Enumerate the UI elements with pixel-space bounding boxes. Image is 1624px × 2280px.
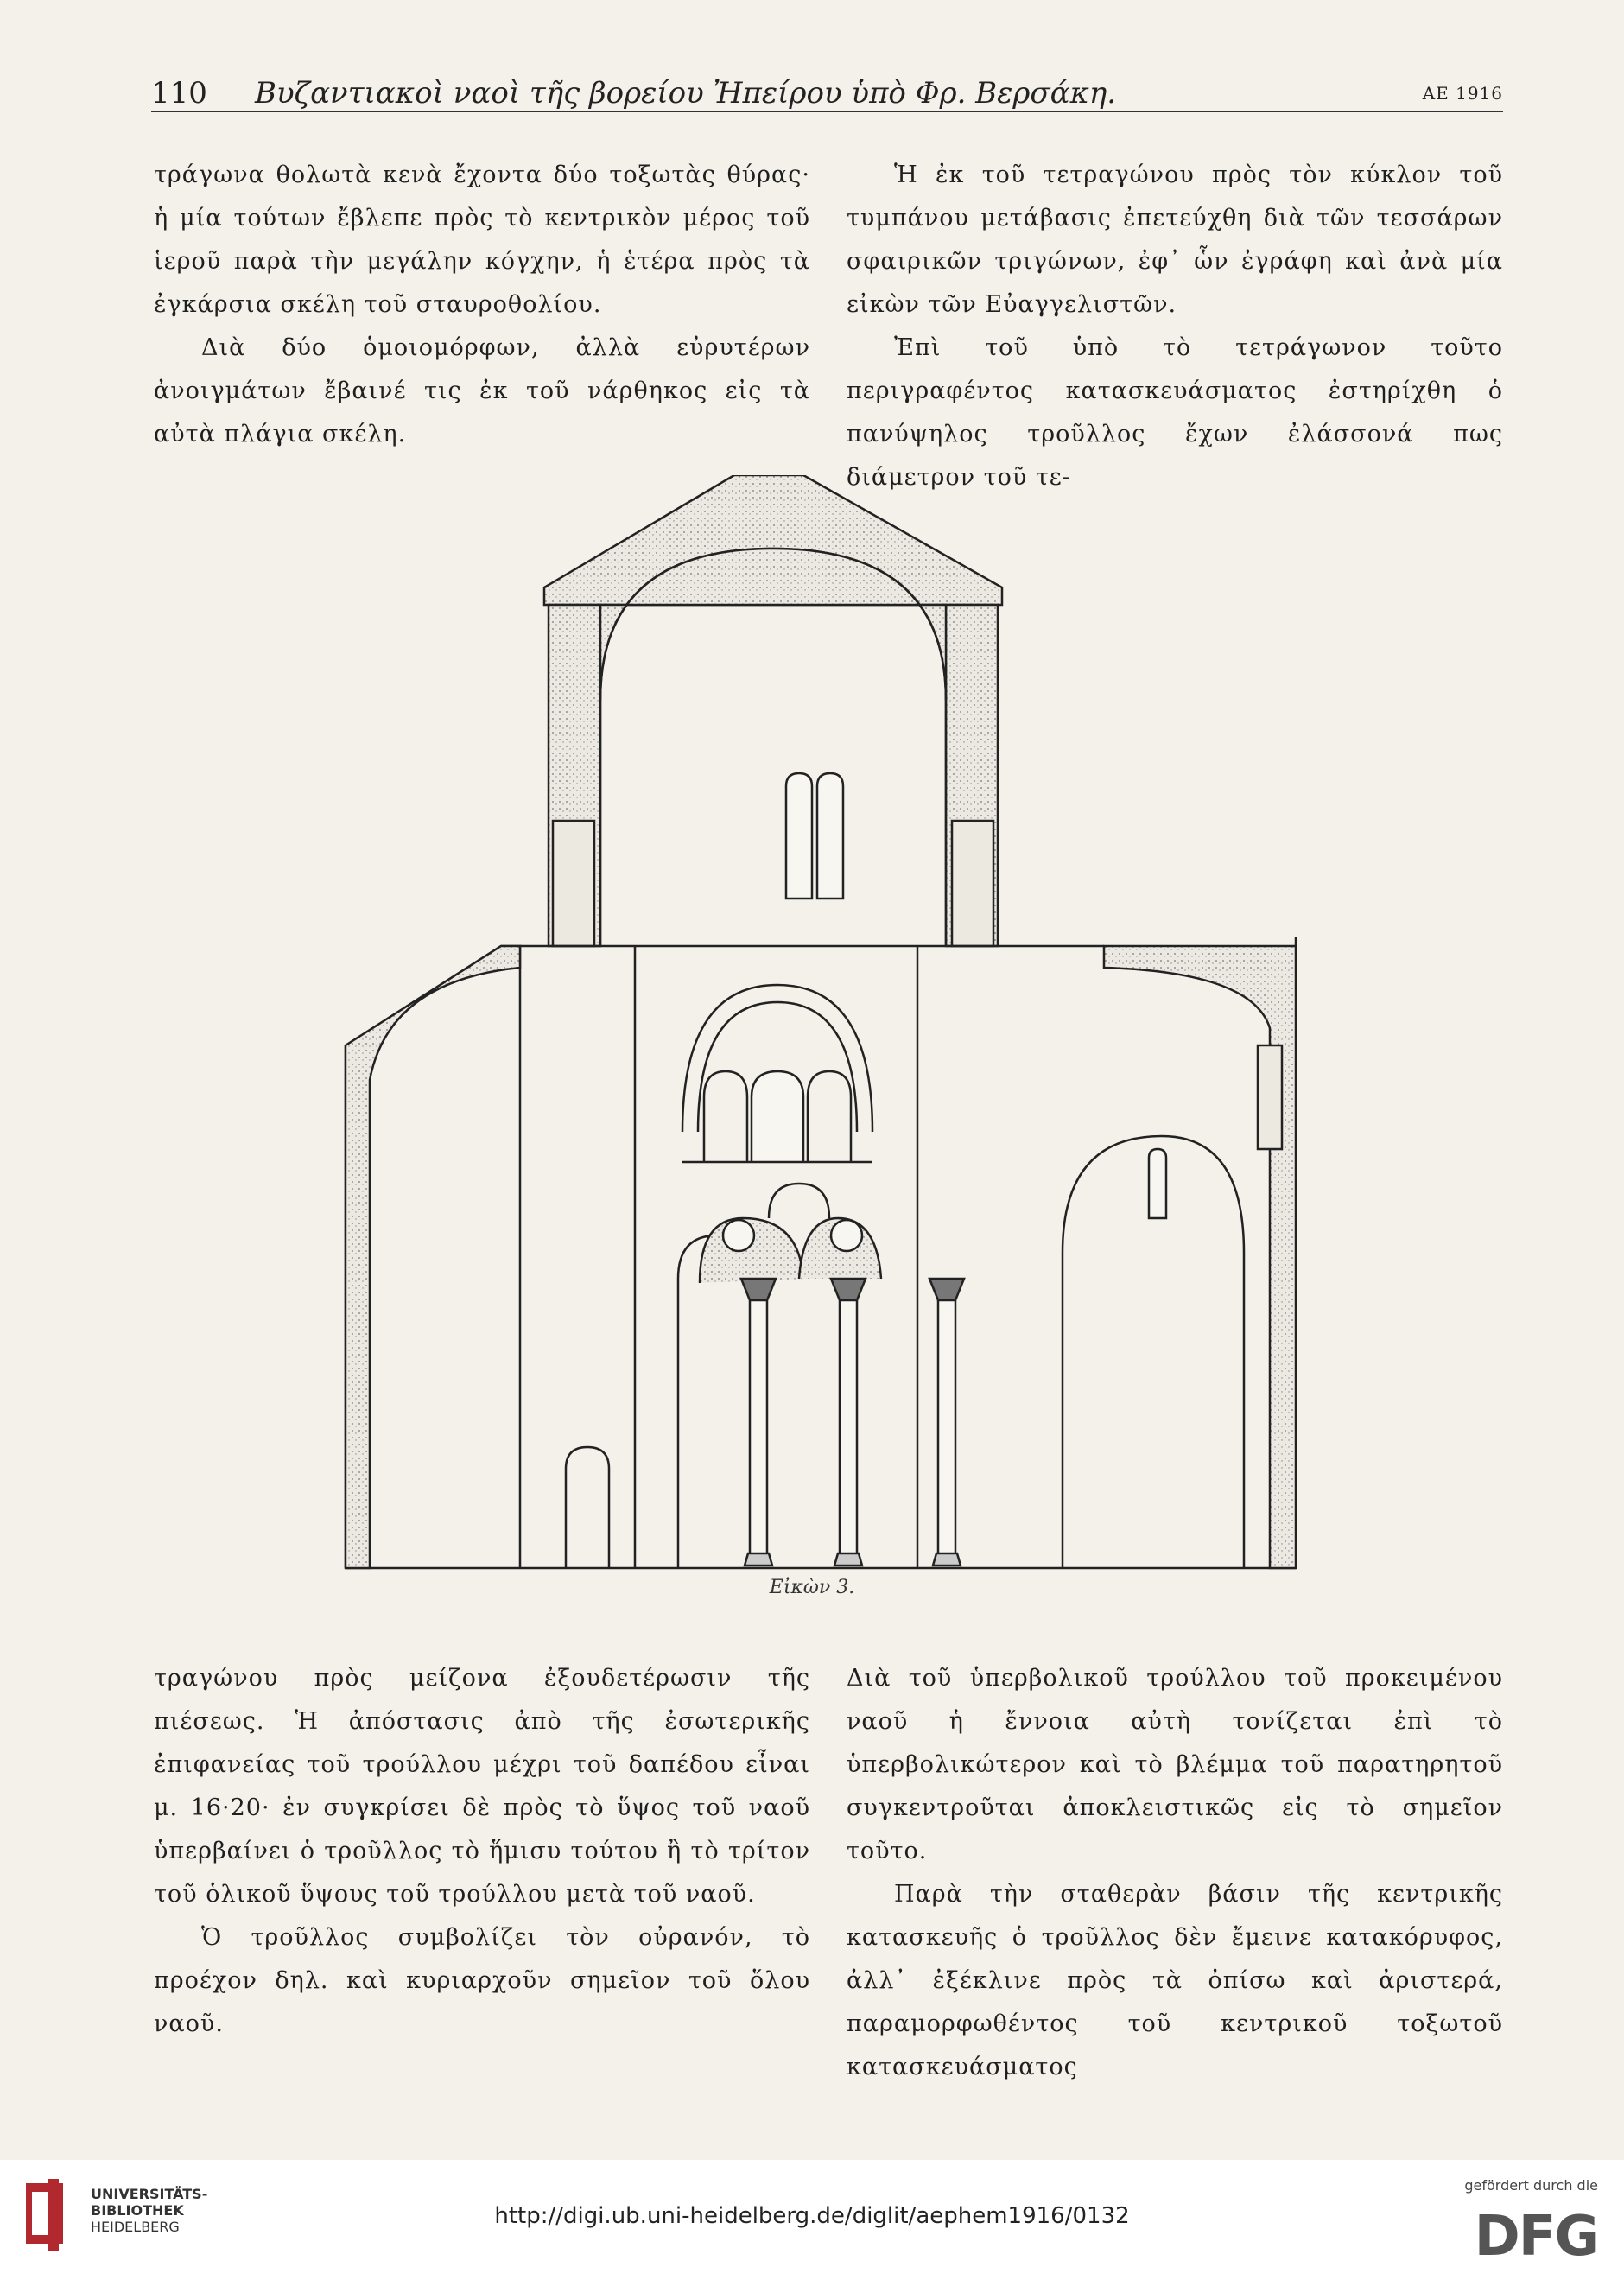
library-line: BIBLIOTHEK (91, 2202, 184, 2219)
dfg-logo: DFG (1474, 2205, 1598, 2269)
running-head (151, 76, 1503, 112)
funding-note: gefördert durch die (1464, 2177, 1598, 2194)
paragraph: Διὰ δύο ὁμοιομόρφων, ἀλλὰ εὐρυτέρων ἀνοιγμάτων ἔβαινέ τις ἐκ τοῦ νάρθηκος εἰς τὰ αὐτὰ πλάγια σκέλη. (154, 334, 810, 448)
source-url[interactable]: http://digi.ub.uni-heidelberg.de/diglit/aephem1916/0132 (494, 2203, 1130, 2229)
paragraph: Διὰ τοῦ ὑπερβολικοῦ τρούλλου τοῦ προκειμένου ναοῦ ἡ ἔννοια αὐτὴ τονίζεται ἐπὶ τὸ ὑπερβολικώτερον καὶ τὸ βλέμμα τοῦ παρατηρητοῦ συγκεντροῦται ἀποκλειστικῶς εἰς τὸ σημεῖον τοῦτο. (847, 1665, 1503, 1864)
library-line: HEIDELBERG (91, 2219, 180, 2235)
bottom-left-column (154, 1657, 810, 2046)
paragraph: Ὁ τροῦλλος συμβολίζει τὸν οὐρανόν, τὸ προέχον δηλ. καὶ κυριαρχοῦν σημεῖον τοῦ ὅλου ναοῦ. (154, 1924, 810, 2037)
page-number: 110 (151, 76, 207, 111)
library-line: UNIVERSITÄTS- (91, 2186, 208, 2202)
church-section-drawing (337, 475, 1304, 1572)
footer-bar (0, 2160, 1624, 2280)
paragraph: τραγώνου πρὸς μείζονα ἐξουδετέρωσιν τῆς πιέσεως. Ἡ ἀπόστασις ἀπὸ τῆς ἐσωτερικῆς ἐπιφανείας τοῦ τρούλλου μέχρι τοῦ δαπέδου εἶναι μ. 16·20· ἐν συγκρίσει δὲ πρὸς τὸ ὕψος τοῦ ναοῦ ὑπερβαίνει ὁ τροῦλλος τὸ ἥμισυ τούτου ἢ τὸ τρίτον τοῦ ὁλικοῦ ὕψους τοῦ τρούλλου μετὰ τοῦ ναοῦ. (154, 1665, 810, 1908)
paragraph: Παρὰ τὴν σταθερὰν βάσιν τῆς κεντρικῆς κατασκευῆς ὁ τροῦλλος δὲν ἔμεινε κατακόρυφος, ἀλλ᾿ ἐξέκλινε πρὸς τὰ ὀπίσω καὶ ἀριστερά, παραμορφωθέντος τοῦ κεντρικοῦ τοξωτοῦ κατασκευάσματος (847, 1881, 1503, 2080)
top-right-column (847, 154, 1503, 499)
paragraph: τράγωνα θολωτὰ κενὰ ἔχοντα δύο τοξωτὰς θύρας· ἡ μία τούτων ἔβλεπε πρὸς τὸ κεντρικὸν μέρος τοῦ ἱεροῦ παρὰ τὴν μεγάλην κόγχην, ἡ ἑτέρα πρὸς τὰ ἐγκάρσια σκέλη τοῦ σταυροθολίου. (154, 162, 810, 318)
top-left-column (154, 154, 810, 456)
running-title: Βυζαντιακοὶ ναοὶ τῆς βορείου Ἠπείρου ὑπὸ Φρ. Βερσάκη. (255, 76, 1117, 111)
figure-caption: Εἰκὼν 3. (769, 1577, 855, 1598)
paragraph: Ἐπὶ τοῦ ὑπὸ τὸ τετράγωνον τοῦτο περιγραφέντος κατασκευάσματος ἐστηρίχθη ὁ πανύψηλος τροῦλλος ἔχων ἐλάσσονά πως διάμετρον τοῦ τε- (847, 334, 1503, 491)
paragraph: Ἡ ἐκ τοῦ τετραγώνου πρὸς τὸν κύκλον τοῦ τυμπάνου μετάβασις ἐπετεύχθη διὰ τῶν τεσσάρων σφαιρικῶν τριγώνων, ἐφ᾿ ὧν ἐγράφη καὶ ἀνὰ μία εἰκὼν τῶν Εὐαγγελιστῶν. (847, 162, 1503, 318)
bottom-right-column (847, 1657, 1503, 2089)
volume-label: ΑΕ 1916 (1422, 83, 1503, 104)
